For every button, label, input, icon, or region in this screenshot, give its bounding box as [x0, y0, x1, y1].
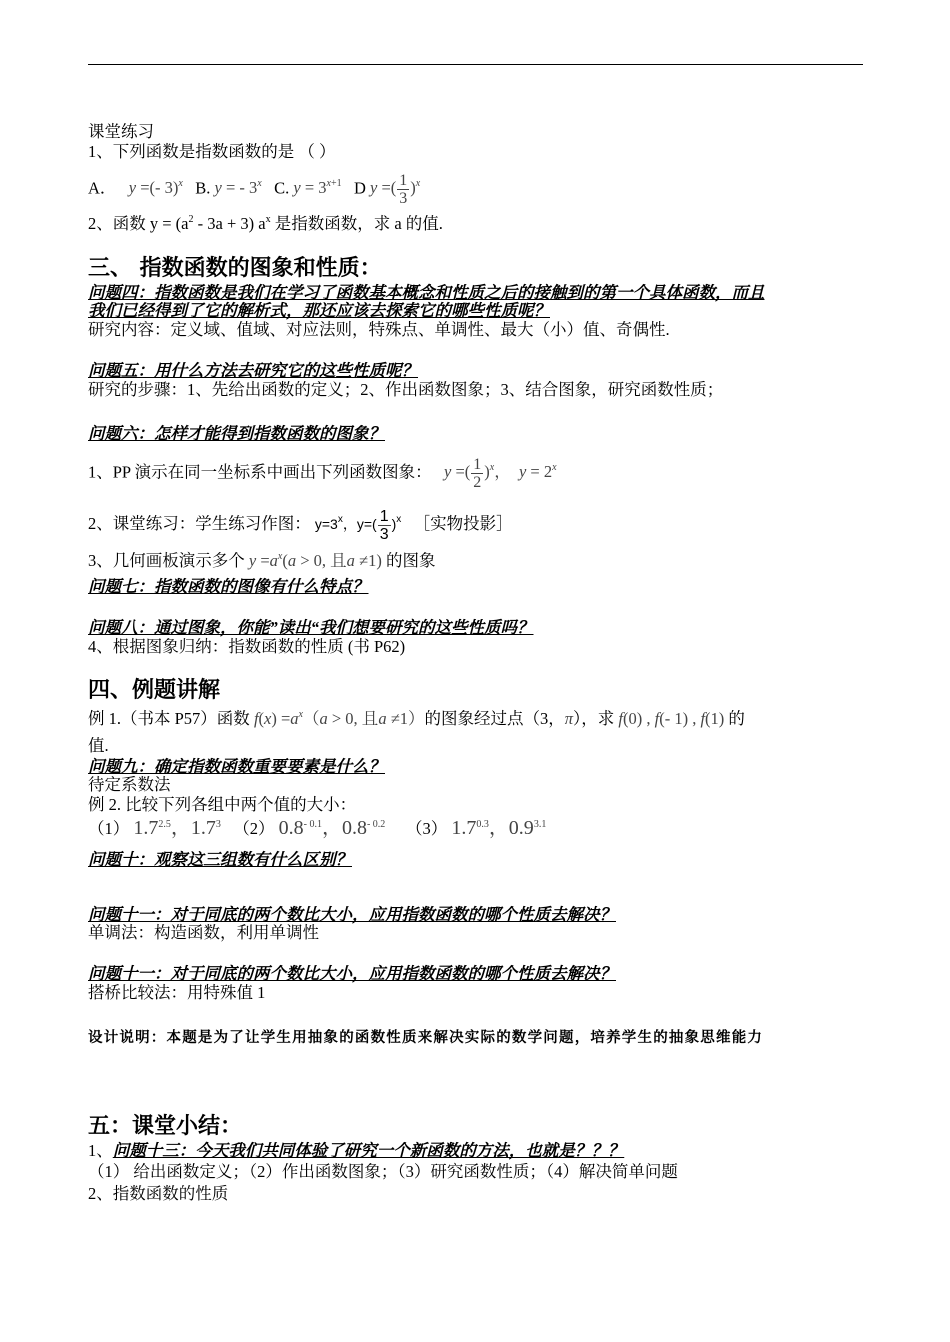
summary-line-3: 2、指数函数的性质: [88, 1184, 229, 1203]
item-4: 4、根据图象归纳：指数函数的性质 (书 P62): [88, 637, 406, 656]
example-1-line-2: 值.: [88, 736, 109, 755]
practice-question-1: 1、下列函数是指数函数的是 （ ）: [88, 142, 336, 161]
example-1: 例 1.（书本 P57）函数 $f(x) =a^x(a > 0$, 且a ≠1）的图象经过点（3，π），求 f(0) , f(- 1) , f(1) 的: [88, 709, 745, 728]
option-c-label: C.: [274, 178, 290, 198]
question-10: 问题十：观察这三组数有什么区别？: [88, 850, 352, 869]
summary-line-2: （1） 给出函数定义；（2）作出函数图象；（3）研究函数性质；（4）解决简单问题: [88, 1162, 678, 1181]
option-d-formula: y =( $\frac{1}{3}$ )$^x$: [370, 172, 421, 207]
item-3: 3、几何画板演示多个 $y =a^x(a > 0$, 且a ≠1) 的图象: [88, 551, 436, 570]
research-steps: 研究的步骤：1、先给出函数的定义；2、作出函数图象；3、结合图象，研究函数性质；: [88, 380, 724, 399]
item-1: 1、PP 演示在同一坐标系中画出下列函数图象： y =( $\frac{1}{2}$ )$^x$， $y = 2^x$: [88, 456, 557, 491]
bridge-method: 搭桥比较法：用特殊值 1: [88, 983, 266, 1002]
practice-options: [88, 172, 420, 207]
item-2: 2、课堂练习：学生练习作图： $y=3^x$，y=( $\frac{1}{3}$ )$^x$ ［实物投影］: [88, 508, 513, 543]
section-3-title: 三、 指数函数的图象和性质：: [88, 256, 382, 281]
section-5-title: 五：课堂小结：: [88, 1114, 243, 1139]
question-4-line-1: 问题四：指数函数是我们在学习了函数基本概念和性质之后的接触到的第一个具体函数，而且: [88, 283, 765, 302]
header-rule: [88, 64, 863, 65]
example-2: 例 2. 比较下列各组中两个值的大小：: [88, 795, 357, 814]
design-note: 设计说明：本题是为了让学生用抽象的函数性质来解决实际的数学问题，培养学生的抽象思维能力: [88, 1030, 764, 1046]
question-5: 问题五：用什么方法去研究它的这些性质呢？: [88, 361, 418, 380]
option-b-label: B.: [195, 178, 211, 198]
summary-line-1: 1、问题十三：今天我们共同体验了研究一个新函数的方法，也就是？？？: [88, 1141, 625, 1160]
option-c-formula: $y = 3^{x+1}$: [293, 178, 342, 198]
question-11-b: 问题十一：对于同底的两个数比大小，应用指数函数的哪个性质去解决？: [88, 964, 616, 983]
question-8: 问题八：通过图象，你能”读出“我们想要研究的这些性质吗？: [88, 618, 534, 637]
monotonic-method: 单调法：构造函数，利用单调性: [88, 923, 319, 942]
option-b-formula: y = - 3$^x$: [214, 178, 262, 198]
option-a-label: A．: [88, 178, 117, 198]
section-4-title: 四、例题讲解: [88, 678, 221, 703]
practice-question-2: 2、函数 $y = (a^2 - 3a + 3)$ $a^x$ 是指数函数，求 a 的值.: [88, 214, 443, 233]
item-3-formula: $y =a^x(a > 0$, 且a ≠1): [248, 551, 382, 570]
question-6: 问题六：怎样才能得到指数函数的图象？: [88, 424, 385, 443]
question-9: 问题九：确定指数函数重要要素是什么？: [88, 757, 385, 776]
option-d-label: D: [353, 178, 366, 198]
option-a-formula: y =(- 3)$^x$: [128, 178, 183, 198]
practice-heading: 课堂练习: [88, 122, 154, 141]
item-2-formulas: $y=3^x$，y=( $\frac{1}{3}$ )$^x$: [314, 508, 402, 543]
question-11-a: 问题十一：对于同底的两个数比大小，应用指数函数的哪个性质去解决？: [88, 905, 616, 924]
example-2-items: （1） $1.7^{2.5}$，$1.7^3$ （2） $0.8^{- 0.1}$，$0.8^{- 0.2}$ （3） $1.7^{0.3}$，$0.9^{3.1}$: [88, 817, 547, 839]
item-1-formulas: y =( $\frac{1}{2}$ )$^x$， $y = 2^x$: [444, 456, 557, 491]
research-content: 研究内容：定义域、值域、对应法则，特殊点、单调性、最大（小）值、奇偶性.: [88, 320, 670, 339]
question-13: 问题十三：今天我们共同体验了研究一个新函数的方法，也就是？？？: [112, 1141, 625, 1160]
question-7: 问题七：指数函数的图像有什么特点？: [88, 577, 369, 596]
question-4-line-2: 我们已经得到了它的解析式，那还应该去探索它的哪些性质呢？: [88, 301, 550, 320]
method-label: 待定系数法: [88, 775, 171, 794]
